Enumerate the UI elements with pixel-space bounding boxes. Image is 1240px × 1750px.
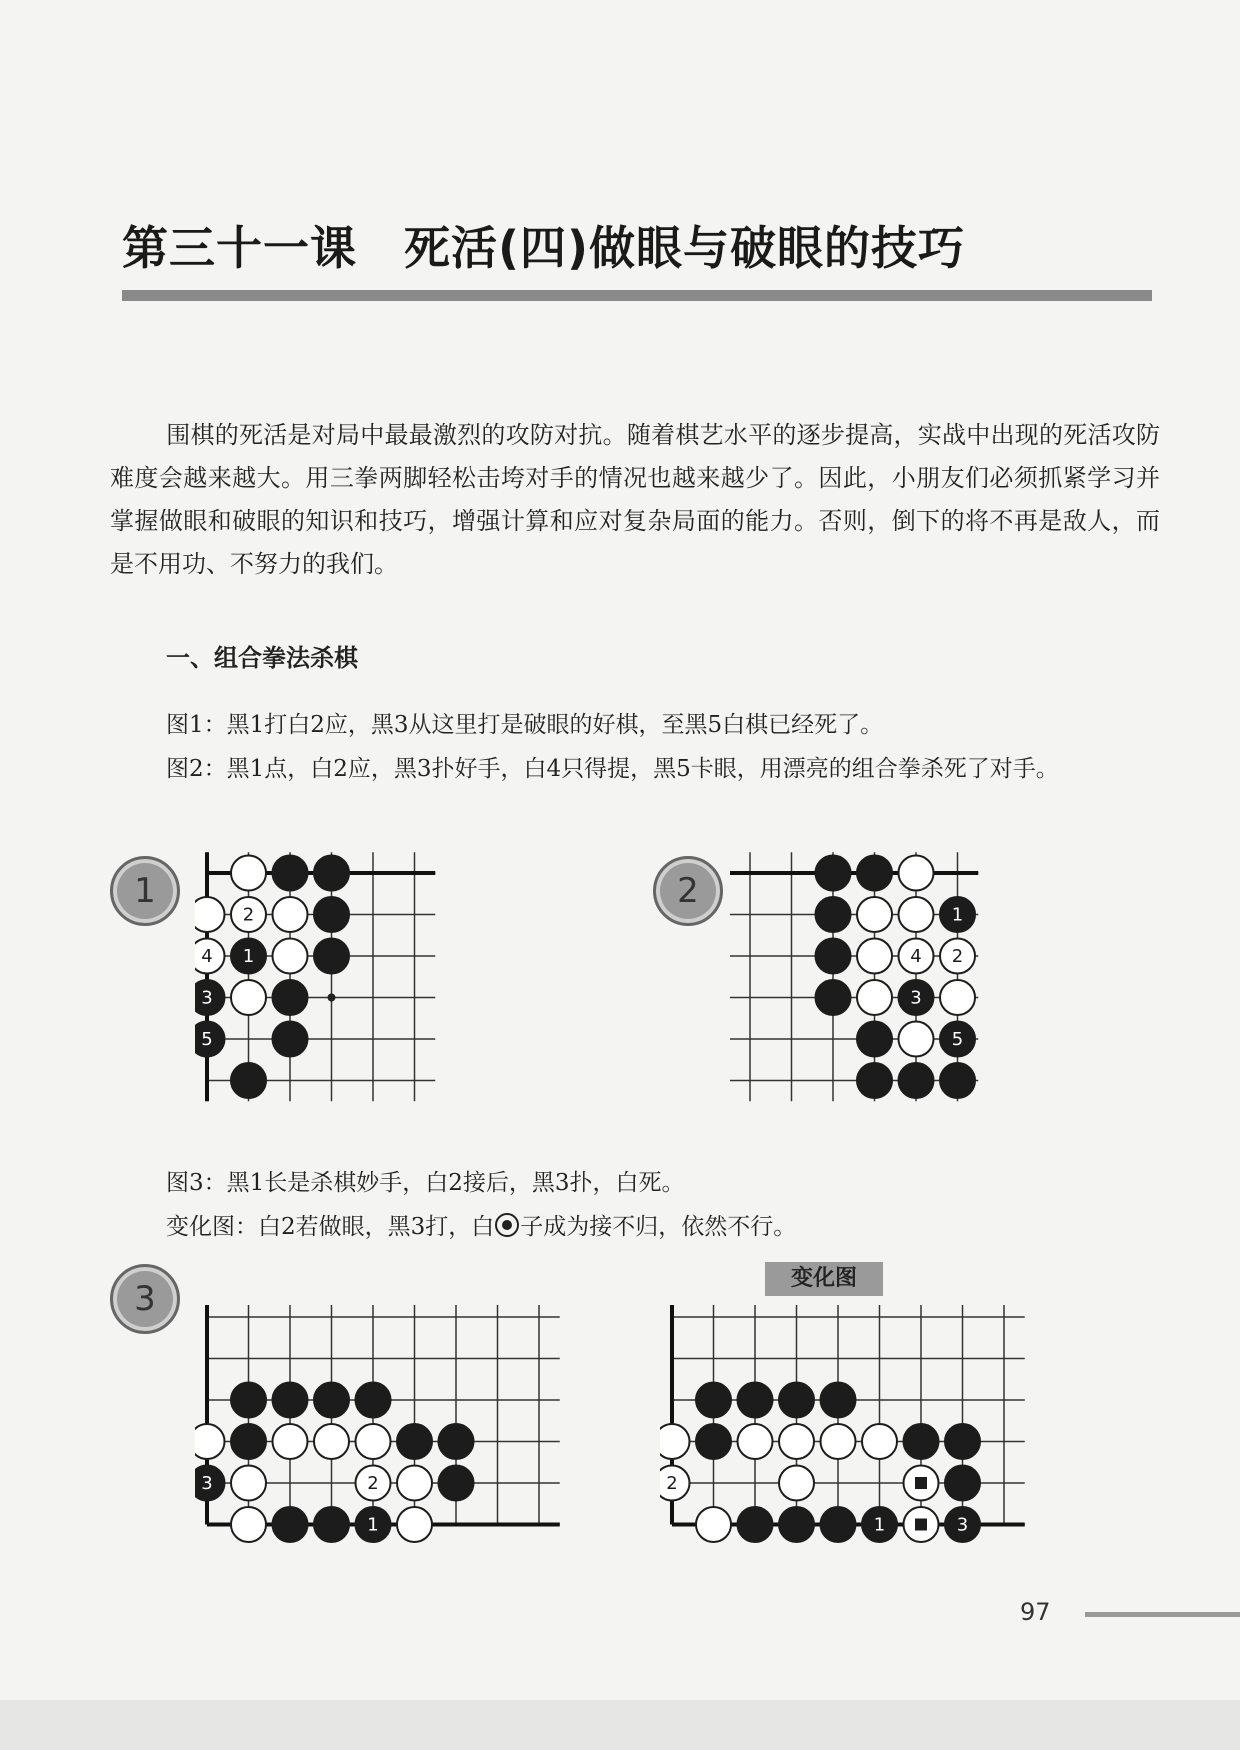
move-number-label: 5 bbox=[201, 1029, 213, 1050]
white-stone bbox=[899, 856, 934, 891]
figure-badge-1: 1 bbox=[110, 856, 180, 926]
white-stone bbox=[273, 939, 308, 974]
move-number-label: 1 bbox=[951, 904, 964, 926]
white-stone bbox=[195, 897, 225, 932]
white-stone bbox=[899, 939, 934, 974]
fig2-caption bbox=[110, 748, 1160, 791]
go-diagram-fig3 bbox=[195, 1305, 575, 1565]
black-stone bbox=[945, 1507, 980, 1542]
black-stone bbox=[231, 939, 266, 974]
black-stone bbox=[816, 856, 851, 891]
white-stone bbox=[397, 1507, 432, 1542]
black-stone bbox=[738, 1383, 773, 1418]
go-diagram-variation bbox=[660, 1305, 1040, 1565]
move-number-label: 3 bbox=[201, 1473, 213, 1494]
white-stone bbox=[231, 980, 266, 1015]
black-stone bbox=[821, 1507, 856, 1542]
white-stone bbox=[660, 1466, 690, 1501]
go-diagram-fig2 bbox=[730, 850, 990, 1110]
star-point bbox=[328, 994, 336, 1002]
move-number-label: 2 bbox=[242, 904, 255, 926]
black-stone bbox=[940, 1063, 975, 1098]
white-stone bbox=[779, 1424, 814, 1459]
move-number-label: 1 bbox=[873, 1514, 886, 1536]
black-stone bbox=[857, 1022, 892, 1057]
black-stone bbox=[273, 1507, 308, 1542]
black-stone bbox=[862, 1507, 897, 1542]
black-stone bbox=[738, 1507, 773, 1542]
white-stone bbox=[696, 1507, 731, 1542]
white-stone bbox=[857, 897, 892, 932]
black-stone bbox=[696, 1424, 731, 1459]
move-number-label: 2 bbox=[666, 1473, 678, 1494]
variation-caption-text-a: 变化图：白2若做眼，黑3打，白 bbox=[166, 1214, 495, 1240]
white-stone bbox=[779, 1466, 814, 1501]
fig1-caption-text: 图1：黑1打白2应，黑3从这里打是破眼的好棋，至黑5白棋已经死了。 bbox=[166, 712, 884, 738]
white-stone bbox=[195, 1424, 225, 1459]
black-stone bbox=[940, 897, 975, 932]
move-number-label: 2 bbox=[951, 946, 964, 967]
section-heading: 一、组合拳法杀棋 bbox=[166, 644, 358, 672]
black-stone bbox=[397, 1424, 432, 1459]
stone-marker-square bbox=[915, 1519, 927, 1531]
white-stone bbox=[273, 897, 308, 932]
scan-bottom-band bbox=[0, 1700, 1240, 1750]
page-number: 97 bbox=[1020, 1598, 1051, 1626]
title-underline-bar bbox=[122, 290, 1152, 301]
black-stone bbox=[356, 1507, 391, 1542]
black-stone bbox=[273, 980, 308, 1015]
move-number-label: 1 bbox=[367, 1514, 379, 1536]
black-stone bbox=[779, 1507, 814, 1542]
figure-badge-3: 3 bbox=[110, 1264, 180, 1334]
white-stone bbox=[857, 939, 892, 974]
black-stone bbox=[439, 1424, 474, 1459]
white-stone bbox=[397, 1466, 432, 1501]
black-stone bbox=[273, 1383, 308, 1418]
black-stone bbox=[779, 1383, 814, 1418]
intro-paragraph bbox=[110, 414, 1160, 586]
move-number-label: 3 bbox=[956, 1514, 969, 1536]
white-stone bbox=[904, 1507, 939, 1542]
white-stone bbox=[940, 939, 975, 974]
move-number-label: 3 bbox=[910, 987, 922, 1009]
move-number-label: 2 bbox=[367, 1473, 379, 1494]
white-stone bbox=[231, 1466, 266, 1501]
black-stone bbox=[314, 1383, 349, 1418]
black-stone bbox=[940, 1022, 975, 1057]
white-stone bbox=[195, 939, 225, 974]
move-number-label: 5 bbox=[951, 1029, 964, 1050]
fig3-caption bbox=[110, 1162, 1160, 1205]
white-stone bbox=[940, 980, 975, 1015]
move-number-label: 3 bbox=[201, 987, 213, 1009]
white-stone bbox=[273, 1424, 308, 1459]
white-stone bbox=[899, 897, 934, 932]
black-stone bbox=[945, 1466, 980, 1501]
black-stone bbox=[857, 856, 892, 891]
black-stone bbox=[314, 897, 349, 932]
black-stone bbox=[231, 1424, 266, 1459]
white-stone bbox=[899, 1022, 934, 1057]
stone-marker-square bbox=[915, 1477, 927, 1489]
fig2-caption-text: 图2：黑1点，白2应，黑3扑好手，白4只得提，黑5卡眼，用漂亮的组合拳杀死了对手。 bbox=[166, 756, 1059, 782]
white-stone bbox=[904, 1466, 939, 1501]
white-stone bbox=[231, 897, 266, 932]
black-stone bbox=[816, 897, 851, 932]
white-stone bbox=[862, 1424, 897, 1459]
black-stone bbox=[231, 1063, 266, 1098]
white-stone bbox=[821, 1424, 856, 1459]
black-stone bbox=[904, 1424, 939, 1459]
marked-stone-symbol-icon bbox=[495, 1213, 519, 1237]
white-stone bbox=[356, 1466, 391, 1501]
variation-caption bbox=[110, 1206, 1160, 1249]
white-stone bbox=[231, 1507, 266, 1542]
black-stone bbox=[816, 980, 851, 1015]
intro-text: 围棋的死活是对局中最最激烈的攻防对抗。随着棋艺水平的逐步提高，实战中出现的死活攻防难度会越来越大。用三拳两脚轻松击垮对手的情况也越来越少了。因此，小朋友们必须抓紧学习并掌握做眼和破眼的知识和技巧，增强计算和应对复杂局面的能力。否则，倒下的将不再是敌人，而是不用功、不努力的我们。 bbox=[110, 421, 1160, 578]
white-stone bbox=[738, 1424, 773, 1459]
black-stone bbox=[195, 1466, 225, 1501]
fig1-caption bbox=[110, 704, 1160, 747]
move-number-label: 4 bbox=[910, 946, 922, 967]
black-stone bbox=[821, 1383, 856, 1418]
black-stone bbox=[314, 939, 349, 974]
white-stone bbox=[314, 1424, 349, 1459]
white-stone bbox=[356, 1424, 391, 1459]
black-stone bbox=[231, 1383, 266, 1418]
page-number-rule bbox=[1085, 1612, 1240, 1617]
black-stone bbox=[816, 939, 851, 974]
black-stone bbox=[899, 1063, 934, 1098]
page-title: 第三十一课 死活(四)做眼与破眼的技巧 bbox=[122, 221, 966, 275]
figure-badge-2: 2 bbox=[653, 856, 723, 926]
white-stone bbox=[857, 980, 892, 1015]
black-stone bbox=[945, 1424, 980, 1459]
black-stone bbox=[857, 1063, 892, 1098]
move-number-label: 1 bbox=[242, 946, 255, 967]
variation-diagram-label: 变化图 bbox=[765, 1262, 883, 1296]
black-stone bbox=[273, 1022, 308, 1057]
black-stone bbox=[356, 1383, 391, 1418]
black-stone bbox=[195, 980, 225, 1015]
fig3-caption-text: 图3：黑1长是杀棋妙手，白2接后，黑3扑，白死。 bbox=[166, 1170, 685, 1196]
black-stone bbox=[899, 980, 934, 1015]
black-stone bbox=[439, 1466, 474, 1501]
black-stone bbox=[195, 1022, 225, 1057]
white-stone bbox=[231, 856, 266, 891]
variation-caption-text-b: 子成为接不归，依然不行。 bbox=[520, 1214, 797, 1240]
black-stone bbox=[314, 856, 349, 891]
black-stone bbox=[314, 1507, 349, 1542]
black-stone bbox=[696, 1383, 731, 1418]
white-stone bbox=[660, 1424, 690, 1459]
go-diagram-fig1 bbox=[195, 850, 455, 1110]
black-stone bbox=[273, 856, 308, 891]
move-number-label: 4 bbox=[201, 946, 213, 967]
